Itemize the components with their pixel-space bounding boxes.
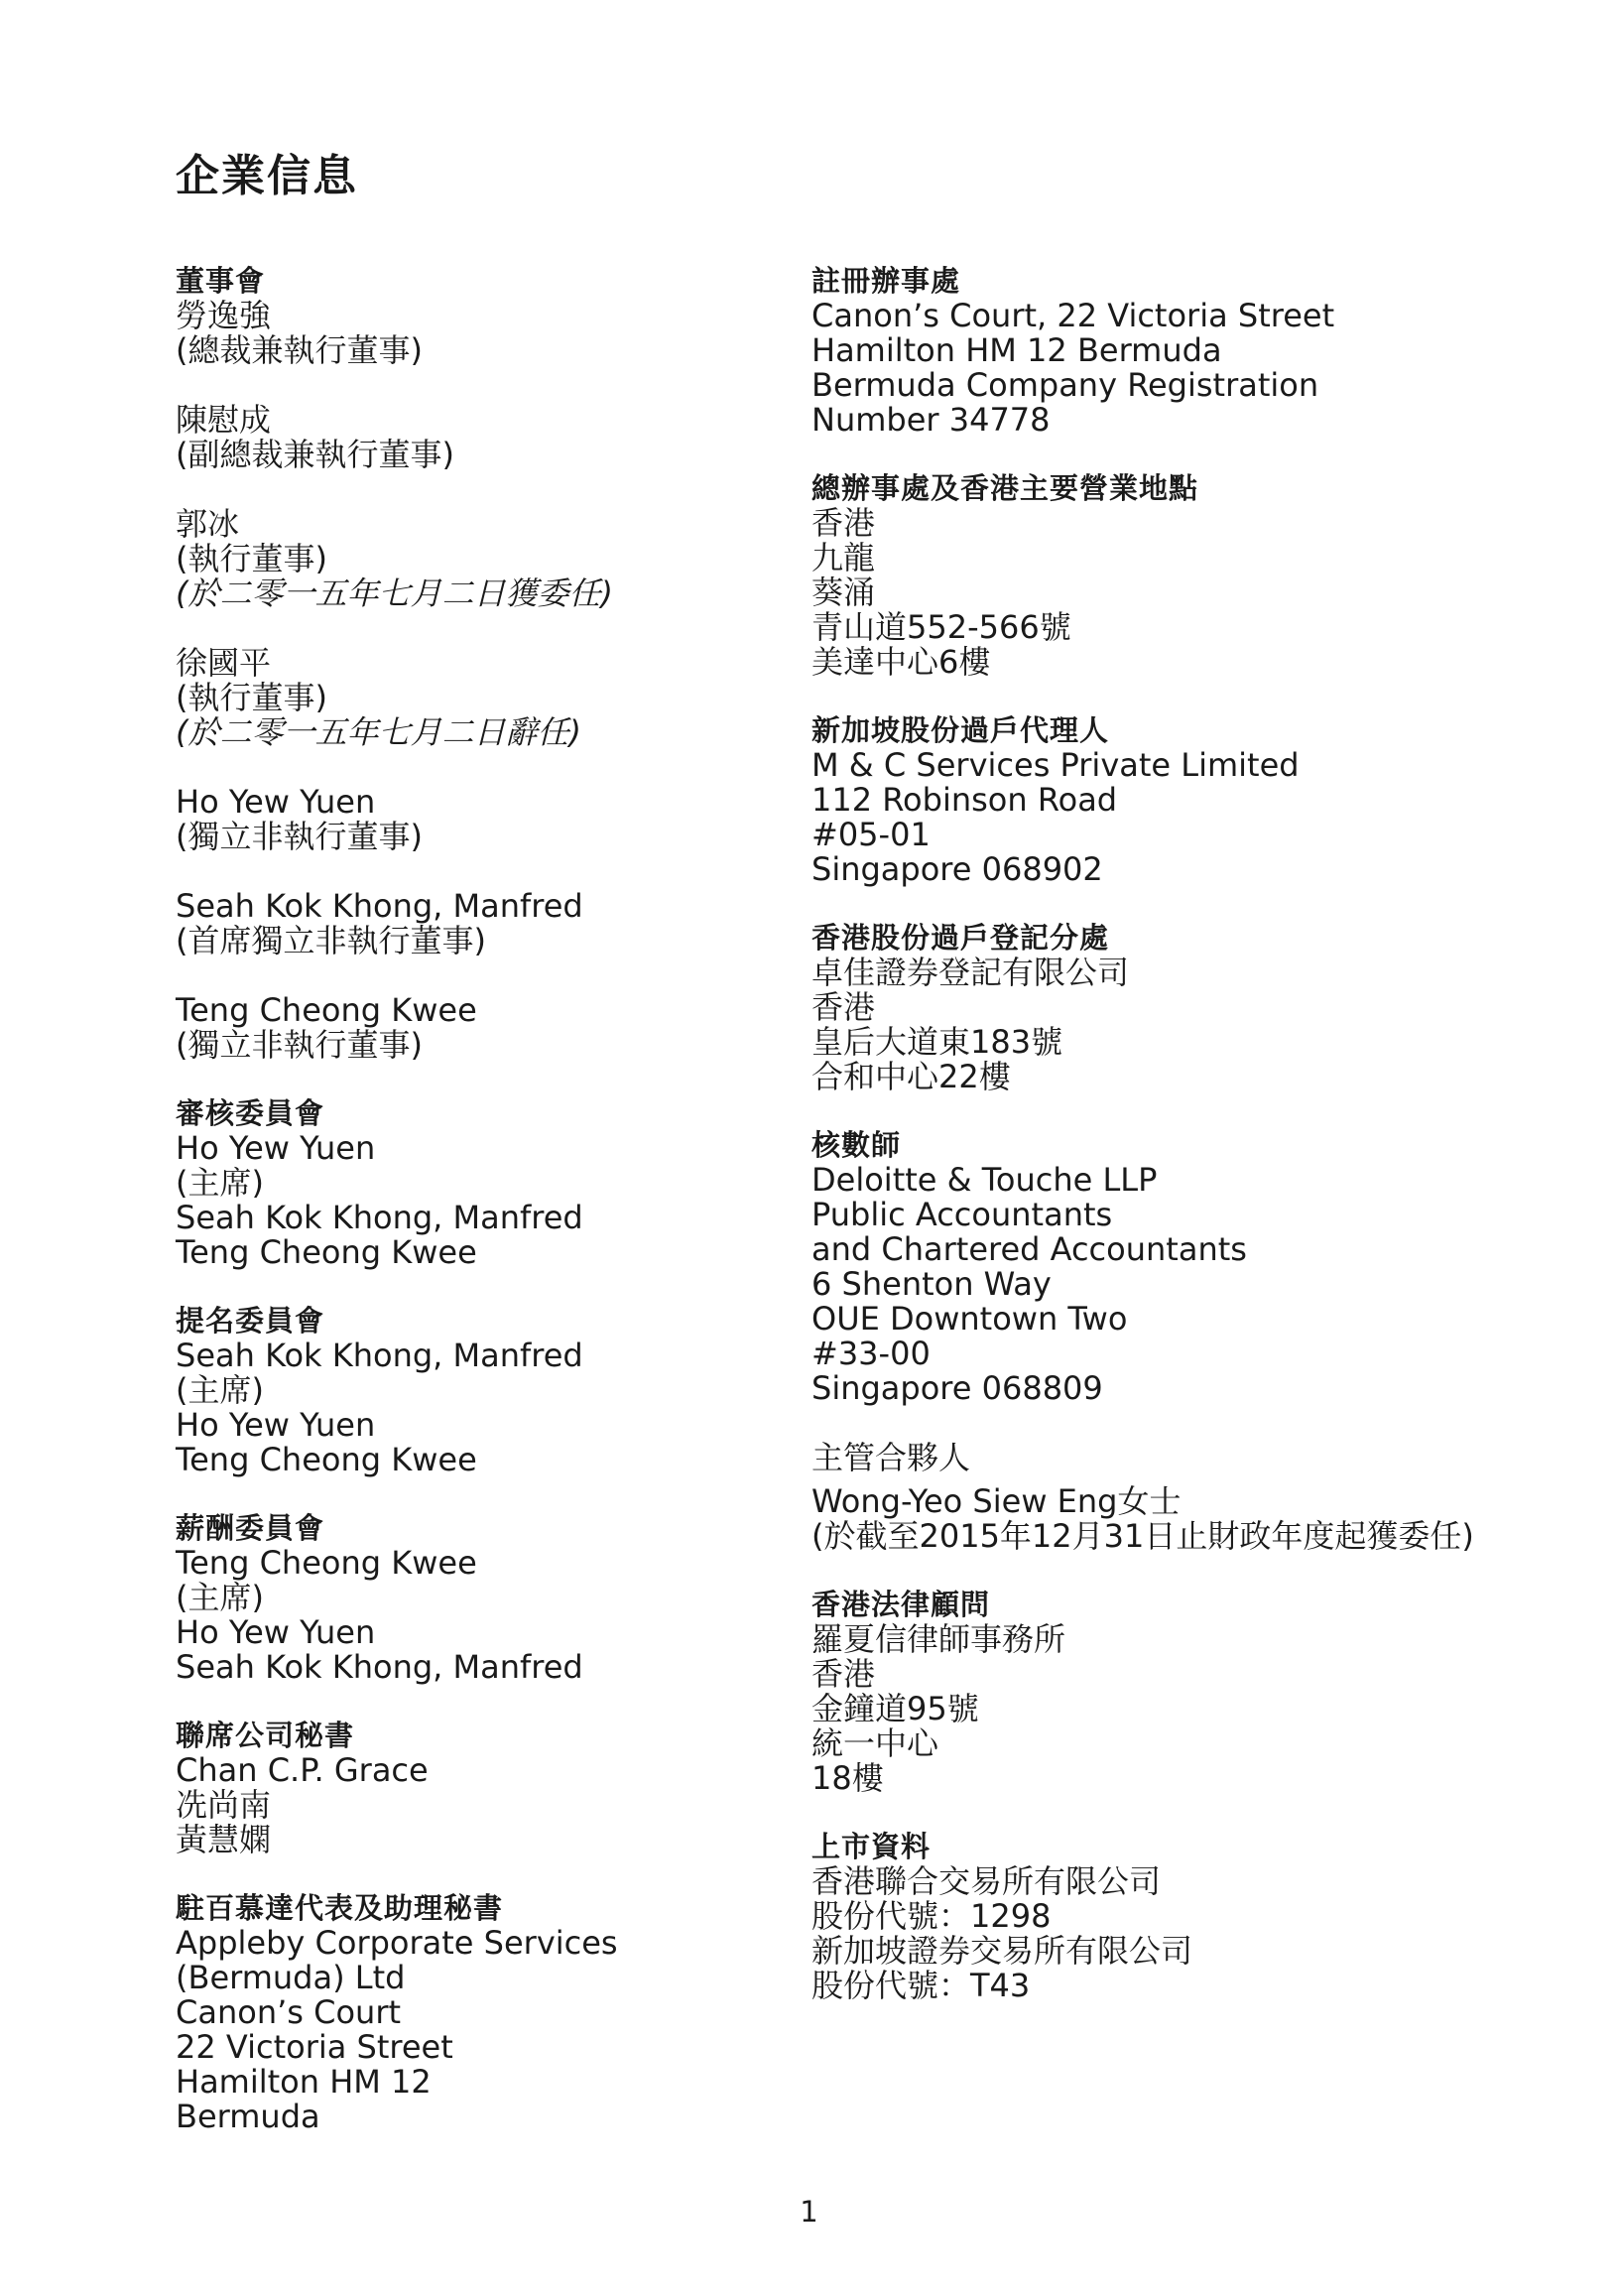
- joint-secretaries-heading: 聯席公司秘書: [176, 1719, 355, 1752]
- committee-member: Teng Cheong Kwee: [176, 1544, 477, 1582]
- address-line: Public Accountants: [811, 1196, 1113, 1233]
- director-entry: [176, 889, 791, 958]
- address-line: 美達中心6樓: [811, 643, 991, 681]
- engagement-partner-name: Wong-Yeo Siew Eng女士: [811, 1482, 1182, 1520]
- address-line: Bermuda: [176, 2098, 320, 2135]
- director-name: Seah Kok Khong, Manfred: [176, 887, 583, 925]
- address-line: 九龍: [811, 539, 876, 576]
- auditors-heading: 核數師: [811, 1128, 902, 1162]
- director-entry: [176, 646, 791, 750]
- hk-branch-registrar-section: [811, 921, 1585, 1094]
- director-appointment-note: (於二零一五年七月二日獲委任): [176, 574, 613, 612]
- address-line: 香港: [811, 1655, 876, 1693]
- address-line: Singapore 068902: [811, 850, 1103, 888]
- audit-committee-heading: 審核委員會: [176, 1096, 325, 1130]
- left-column: [176, 264, 791, 2134]
- address-line: (Bermuda) Ltd: [176, 1959, 406, 1996]
- address-line: 香港: [811, 988, 876, 1026]
- address-line: 皇后大道東183號: [811, 1023, 1063, 1061]
- address-line: and Chartered Accountants: [811, 1230, 1247, 1268]
- committee-chair-label: (主席): [176, 1164, 264, 1202]
- committee-member: Seah Kok Khong, Manfred: [176, 1648, 583, 1686]
- address-line: Canon’s Court: [176, 1993, 402, 2031]
- director-role: (獨立非執行董事): [176, 1026, 423, 1064]
- remuneration-committee-section: [176, 1511, 791, 1685]
- address-line: Appleby Corporate Services: [176, 1924, 618, 1962]
- director-role: (首席獨立非執行董事): [176, 922, 486, 959]
- right-column: [811, 264, 1585, 2003]
- address-line: 金鐘道95號: [811, 1690, 979, 1727]
- audit-committee-section: [176, 1096, 791, 1270]
- address-line: Singapore 068809: [811, 1369, 1103, 1407]
- bermuda-representative-section: [176, 1891, 791, 2134]
- address-line: M & C Services Private Limited: [811, 746, 1300, 784]
- secretary-name: 冼尚南: [176, 1786, 272, 1824]
- stock-code: 股份代號：T43: [811, 1967, 1031, 2004]
- director-name: 陳慰成: [176, 401, 272, 439]
- hk-legal-advisers-heading: 香港法律顧問: [811, 1588, 991, 1621]
- director-name: 勞逸強: [176, 297, 272, 334]
- address-line: 112 Robinson Road: [811, 781, 1118, 819]
- address-line: 青山道552-566號: [811, 608, 1071, 646]
- engagement-partner-note: (於截至2015年12月31日止財政年度起獲委任): [811, 1517, 1474, 1555]
- stock-code: 股份代號：1298: [811, 1897, 1052, 1935]
- hk-legal-advisers-section: [811, 1588, 1585, 1796]
- director-name: Ho Yew Yuen: [176, 783, 376, 821]
- bermuda-representative-heading: 駐百慕達代表及助理秘書: [176, 1891, 504, 1925]
- committee-chair-label: (主席): [176, 1579, 264, 1616]
- address-line: 卓佳證券登記有限公司: [811, 954, 1130, 991]
- address-line: 6 Shenton Way: [811, 1265, 1052, 1303]
- board-heading: 董事會: [176, 264, 266, 298]
- director-role: (副總裁兼執行董事): [176, 436, 454, 473]
- address-line: Canon’s Court, 22 Victoria Street: [811, 297, 1335, 334]
- listing-info-section: [811, 1830, 1585, 2003]
- address-line: 18樓: [811, 1759, 884, 1797]
- committee-member: Teng Cheong Kwee: [176, 1233, 477, 1271]
- singapore-transfer-agent-section: [811, 713, 1585, 887]
- director-entry: [176, 403, 791, 472]
- joint-secretaries-section: [176, 1719, 791, 1857]
- committee-member: Ho Yew Yuen: [176, 1129, 376, 1167]
- director-name: Teng Cheong Kwee: [176, 991, 477, 1029]
- committee-member: Seah Kok Khong, Manfred: [176, 1337, 583, 1374]
- address-line: 22 Victoria Street: [176, 2028, 453, 2066]
- hk-branch-registrar-heading: 香港股份過戶登記分處: [811, 921, 1110, 955]
- nomination-committee-heading: 提名委員會: [176, 1304, 325, 1338]
- secretary-name: 黃慧嫻: [176, 1821, 272, 1858]
- address-line: Number 34778: [811, 401, 1051, 439]
- address-line: Deloitte & Touche LLP: [811, 1161, 1158, 1199]
- director-entry: [176, 507, 791, 611]
- director-entry: [176, 993, 791, 1063]
- director-role: (執行董事): [176, 679, 327, 716]
- engagement-partner-title: 主管合夥人: [811, 1439, 971, 1476]
- singapore-transfer-agent-heading: 新加坡股份過戶代理人: [811, 713, 1110, 747]
- registered-office-section: [811, 264, 1585, 438]
- address-line: #05-01: [811, 816, 931, 853]
- nomination-committee-section: [176, 1304, 791, 1477]
- director-resignation-note: (於二零一五年七月二日辭任): [176, 713, 581, 751]
- committee-member: Seah Kok Khong, Manfred: [176, 1199, 583, 1236]
- address-line: 合和中心22樓: [811, 1058, 1011, 1095]
- address-line: Bermuda Company Registration: [811, 366, 1319, 404]
- address-line: 羅夏信律師事務所: [811, 1620, 1066, 1658]
- director-entry: [176, 785, 791, 854]
- director-role: (總裁兼執行董事): [176, 331, 423, 369]
- exchange-name: 新加坡證券交易所有限公司: [811, 1932, 1193, 1970]
- head-office-heading: 總辦事處及香港主要營業地點: [811, 471, 1199, 505]
- director-entry: [176, 299, 791, 368]
- address-line: Hamilton HM 12: [176, 2063, 432, 2101]
- director-name: 郭冰: [176, 505, 240, 543]
- committee-chair-label: (主席): [176, 1371, 264, 1409]
- page-title: 企業信息: [176, 151, 358, 201]
- committee-member: Ho Yew Yuen: [176, 1613, 376, 1651]
- committee-member: Teng Cheong Kwee: [176, 1441, 477, 1478]
- exchange-name: 香港聯合交易所有限公司: [811, 1862, 1162, 1900]
- board-section: [176, 264, 791, 1063]
- address-line: #33-00: [811, 1335, 931, 1372]
- address-line: 香港: [811, 504, 876, 542]
- director-role: (執行董事): [176, 540, 327, 577]
- address-line: 統一中心: [811, 1724, 939, 1762]
- director-name: 徐國平: [176, 644, 272, 682]
- listing-info-heading: 上市資料: [811, 1830, 932, 1863]
- committee-member: Ho Yew Yuen: [176, 1406, 376, 1444]
- address-line: Hamilton HM 12 Bermuda: [811, 331, 1222, 369]
- auditors-section: [811, 1128, 1585, 1554]
- address-line: OUE Downtown Two: [811, 1300, 1128, 1338]
- director-role: (獨立非執行董事): [176, 818, 423, 855]
- secretary-name: Chan C.P. Grace: [176, 1751, 429, 1789]
- remuneration-committee-heading: 薪酬委員會: [176, 1511, 325, 1545]
- address-line: 葵涌: [811, 574, 876, 611]
- head-office-section: [811, 471, 1585, 680]
- page-number: 1: [800, 2195, 818, 2229]
- registered-office-heading: 註冊辦事處: [811, 264, 961, 298]
